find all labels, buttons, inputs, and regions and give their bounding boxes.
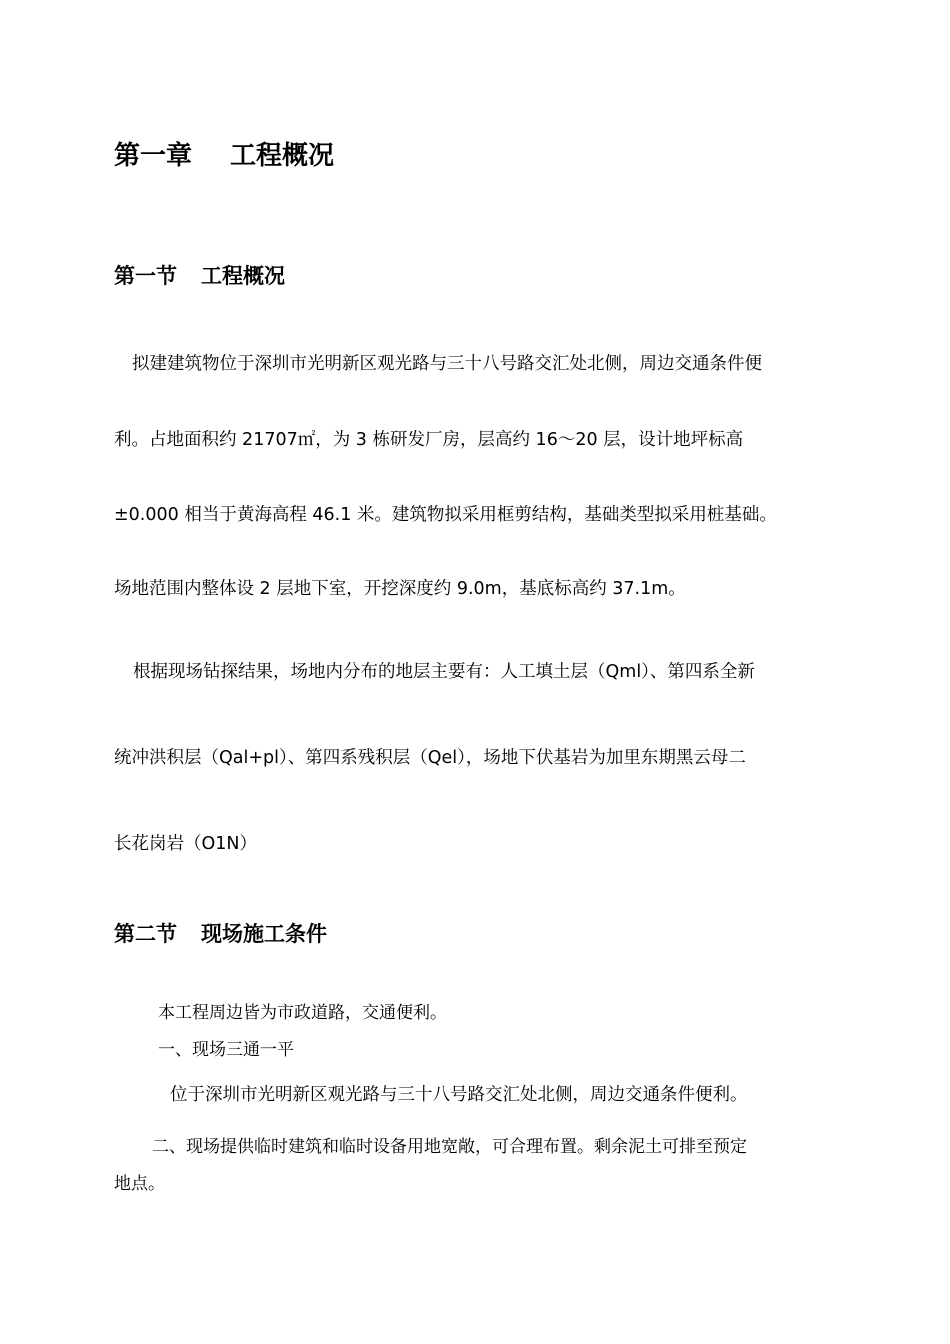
section2-line3: 位于深圳市光明新区观光路与三十八号路交汇处北侧，周边交通条件便利。 <box>170 1085 748 1105</box>
section1-paragraph1-line3: ±0.000 相当于黄海高程 46.1 米。建筑物拟采用框剪结构，基础类型拟采用桩基础。 <box>114 505 777 525</box>
section2-title: 现场施工条件 <box>201 922 327 946</box>
section1-paragraph1-line1: 拟建建筑物位于深圳市光明新区观光路与三十八号路交汇处北侧，周边交通条件便 <box>132 354 762 374</box>
section1-paragraph2-line1: 根据现场钻探结果，场地内分布的地层主要有：人工填土层（Qml）、第四系全新 <box>133 662 755 682</box>
chapter-heading <box>114 135 334 172</box>
section1-paragraph1-line2: 利。占地面积约 21707㎡，为 3 栋研发厂房，层高约 16～20 层，设计地坪标高 <box>114 430 744 450</box>
section1-paragraph2-line2: 统冲洪积层（Qal+pl）、第四系残积层（Qel），场地下伏基岩为加里东期黑云母二 <box>114 748 746 768</box>
section2-line5: 地点。 <box>114 1174 165 1194</box>
section2-line2: 一、现场三通一平 <box>158 1040 294 1060</box>
chapter-label: 第一章 <box>114 141 193 171</box>
section1-title: 工程概况 <box>201 264 285 288</box>
section2-line4: 二、现场提供临时建筑和临时设备用地宽敞，可合理布置。剩余泥土可排至预定 <box>152 1137 747 1157</box>
section2-label: 第二节 <box>114 922 177 946</box>
section1-label: 第一节 <box>114 264 177 288</box>
section2-heading <box>114 918 327 948</box>
section1-heading <box>114 260 285 290</box>
section2-line1: 本工程周边皆为市政道路，交通便利。 <box>158 1003 447 1023</box>
chapter-title: 工程概况 <box>230 141 335 171</box>
section1-paragraph2-line3: 长花岗岩（O1N） <box>114 834 257 854</box>
section1-paragraph1-line4: 场地范围内整体设 2 层地下室，开挖深度约 9.0m，基底标高约 37.1m。 <box>114 579 686 599</box>
